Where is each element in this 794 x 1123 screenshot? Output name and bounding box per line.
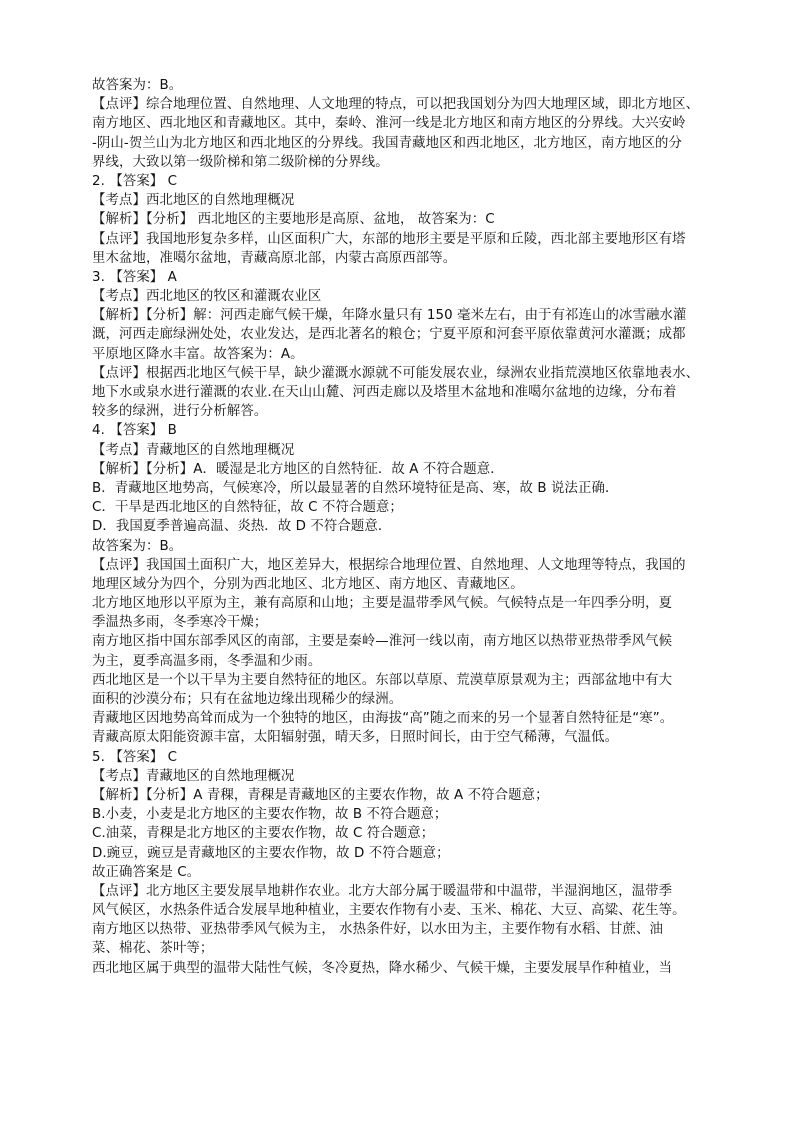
text-line: 地理区域分为四个，分别为西北地区、北方地区、南方地区、青藏地区。 [92, 576, 524, 592]
text-line: 界线，大致以第一级阶梯和第二级阶梯的分界线。 [92, 154, 389, 170]
text-line: 故答案为：B。 [92, 538, 183, 554]
text-line: 南方地区、西北地区和青藏地区。其中，秦岭、淮河一线是北方地区和南方地区的分界线。大兴安岭 [92, 116, 686, 132]
text-line: 面积的沙漠分布；只有在盆地边缘出现稀少的绿洲。 [92, 692, 403, 707]
text-line: 地下水或泉水进行灌溉的农业.在天山山麓、河西走廊以及塔里木盆地和准噶尔盆地的边缘，分布着 [92, 385, 677, 400]
text-line: 为主，夏季高温多雨，冬季温和少雨。 [92, 653, 322, 669]
text-line: 【考点】西北地区的自然地理概况 [92, 193, 295, 209]
text-line: 【解析】【分析】解：河西走廊气候干燥，年降水量只有 150 毫米左右，由于有祁连山的冰雪融水灌 [92, 308, 687, 324]
text-line: 【解析】【分析】A．暖湿是北方地区的自然特征．故 A 不符合题意． [92, 461, 504, 477]
text-line: 3. 【答案】 A [92, 269, 177, 285]
text-line: -阴山-贺兰山为北方地区和西北地区的分界线。我国青藏地区和西北地区，北方地区，南方地区的分 [92, 135, 682, 151]
text-line: 5. 【答案】 C [92, 749, 178, 765]
text-line: C.油菜，青稞是北方地区的主要农作物，故 C 符合题意； [92, 826, 435, 842]
text-line: 【点评】北方地区主要发展旱地耕作农业。北方大部分属于暖温带和中温带，半湿润地区，温带季 [92, 883, 673, 899]
text-line: 【点评】我国国土面积广大，地区差异大，根据综合地理位置、自然地理、人文地理等特点，我国的 [92, 557, 686, 573]
text-line: 4. 【答案】 B [92, 423, 177, 439]
document-body [92, 76, 714, 978]
text-line: 风气候区，水热条件适合发展旱地种植业，主要农作物有小麦、玉米、棉花、大豆、高粱、花生等。 [92, 903, 686, 919]
text-line: 【考点】青藏地区的自然地理概况 [92, 442, 295, 458]
text-line: 故正确答案是 C。 [92, 864, 201, 880]
text-line: 故答案为：B。 [92, 78, 183, 93]
text-line: B．青藏地区地势高，气候寒冷，所以最显著的自然环境特征是高、寒，故 B 说法正确． [92, 480, 619, 496]
text-line: 菜、棉花、茶叶等； [92, 941, 214, 957]
text-line: 【点评】我国地形复杂多样，山区面积广大，东部的地形主要是平原和丘陵，西北部主要地形区有塔 [92, 231, 686, 247]
text-line: 【解析】【分析】A 青稞，青稞是青藏地区的主要农作物，故 A 不符合题意； [92, 787, 549, 803]
text-line: 【考点】青藏地区的自然地理概况 [92, 768, 295, 784]
text-line: 南方地区以热带、亚热带季风气候为主， 水热条件好，以水田为主，主要作物有水稻、甘蔗、油 [92, 922, 663, 938]
text-line: 【解析】【分析】 西北地区的主要地形是高原、盆地， 故答案为：C [92, 212, 495, 228]
text-line: 南方地区指中国东部季风区的南部，主要是秦岭—淮河一线以南，南方地区以热带亚热带季风气候 [92, 634, 673, 650]
text-line: 【考点】西北地区的牧区和灌溉农业区 [92, 289, 322, 305]
text-line: 2. 【答案】 C [92, 173, 178, 189]
text-line: 青藏地区因地势高耸而成为一个独特的地区，由海拔“高”随之而来的另一个显著自然特征是“寒”。 [92, 711, 674, 727]
text-line: 西北地区是一个以干旱为主要自然特征的地区。东部以草原、荒漠草原景观为主；西部盆地中有大 [92, 672, 673, 688]
text-line: 平原地区降水丰富。故答案为：A。 [92, 346, 304, 362]
text-line: 【点评】根据西北地区气候干旱，缺少灌溉水源就不可能发展农业，绿洲农业指荒漠地区依靠地表水、 [92, 365, 700, 381]
text-line: D．我国夏季普遍高温、炎热．故 D 不符合题意． [92, 519, 392, 535]
text-line: 较多的绿洲，进行分析解答。 [92, 404, 268, 420]
text-line: 西北地区属于典型的温带大陆性气候，冬冷夏热，降水稀少、气候干燥，主要发展旱作种植业，当 [92, 960, 673, 976]
text-line: 季温热多雨，冬季寒冷干燥； [92, 615, 268, 631]
text-line: 青藏高原太阳能资源丰富，太阳辐射强，晴天多，日照时间长，由于空气稀薄，气温低。 [92, 730, 619, 746]
text-line: C．干旱是西北地区的自然特征，故 C 不符合题意； [92, 500, 403, 516]
text-line: D.豌豆，豌豆是青藏地区的主要农作物，故 D 不符合题意； [92, 845, 450, 861]
text-line: 【点评】综合地理位置、自然地理、人文地理的特点，可以把我国划分为四大地理区域，即北方地区、 [92, 97, 700, 113]
text-line: 北方地区地形以平原为主，兼有高原和山地；主要是温带季风气候。气候特点是一年四季分明，夏 [92, 596, 673, 612]
text-line: B.小麦，小麦是北方地区的主要农作物，故 B 不符合题意； [92, 807, 448, 823]
text-line: 里木盆地，准噶尔盆地，青藏高原北部，内蒙古高原西部等。 [92, 250, 457, 266]
text-line: 溉，河西走廊绿洲处处，农业发达，是西北著名的粮仓；宁夏平原和河套平原依靠黄河水灌溉；成都 [92, 327, 686, 343]
